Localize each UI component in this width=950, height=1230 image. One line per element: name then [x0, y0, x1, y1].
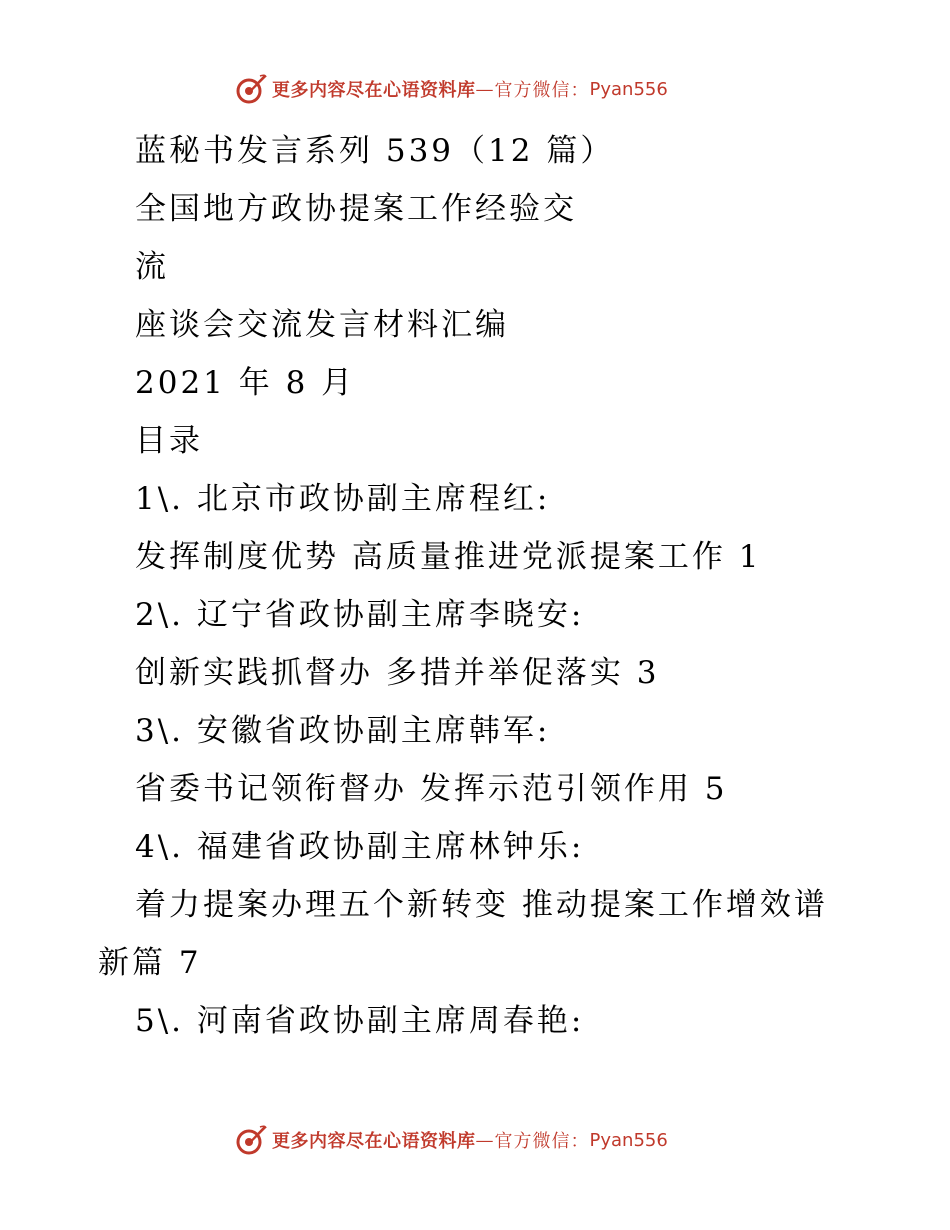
doc-line-title-3: 座谈会交流发言材料汇编	[135, 307, 509, 343]
toc-item-5-speaker: 5\. 河南省政协副主席周春艳:	[135, 1003, 585, 1039]
quill-logo-icon	[234, 1123, 268, 1157]
doc-line-title-1: 全国地方政协提案工作经验交	[135, 191, 577, 227]
toc-item-1-title: 发挥制度优势 高质量推进党派提案工作 1	[135, 539, 762, 575]
toc-item-4-speaker: 4\. 福建省政协副主席林钟乐:	[135, 829, 585, 865]
toc-item-2-speaker: 2\. 辽宁省政协副主席李晓安:	[135, 597, 585, 633]
doc-line-series-title: 蓝秘书发言系列 539（12 篇）	[135, 133, 615, 169]
toc-item-2-title: 创新实践抓督办 多措并举促落实 3	[135, 655, 660, 691]
toc-item-4-title: 着力提案办理五个新转变 推动提案工作增效谱	[135, 887, 828, 923]
toc-item-3-speaker: 3\. 安徽省政协副主席韩军:	[135, 713, 551, 749]
watermark-suffix: 官方微信：	[494, 1131, 590, 1152]
watermark-header	[234, 72, 668, 106]
toc-item-1-speaker: 1\. 北京市政协副主席程红:	[135, 481, 551, 517]
watermark-footer	[234, 1123, 668, 1157]
toc-item-3-title: 省委书记领衔督办 发挥示范引领作用 5	[135, 771, 728, 807]
doc-line-toc-heading: 目录	[135, 423, 203, 459]
watermark-id: Pyan556	[589, 78, 668, 100]
watermark-suffix: 官方微信：	[494, 80, 590, 101]
toc-item-4-title-cont: 新篇 7	[98, 945, 202, 981]
doc-line-date: 2021 年 8 月	[135, 365, 356, 401]
quill-logo-icon	[234, 72, 268, 106]
watermark-dash: —	[475, 78, 495, 100]
watermark-text: 更多内容尽在心语资料库	[272, 1131, 476, 1152]
watermark-dash: —	[475, 1129, 495, 1151]
doc-line-title-2: 流	[135, 249, 169, 285]
document-body	[0, 122, 950, 1050]
watermark-id: Pyan556	[589, 1129, 668, 1151]
watermark-text: 更多内容尽在心语资料库	[272, 80, 476, 101]
